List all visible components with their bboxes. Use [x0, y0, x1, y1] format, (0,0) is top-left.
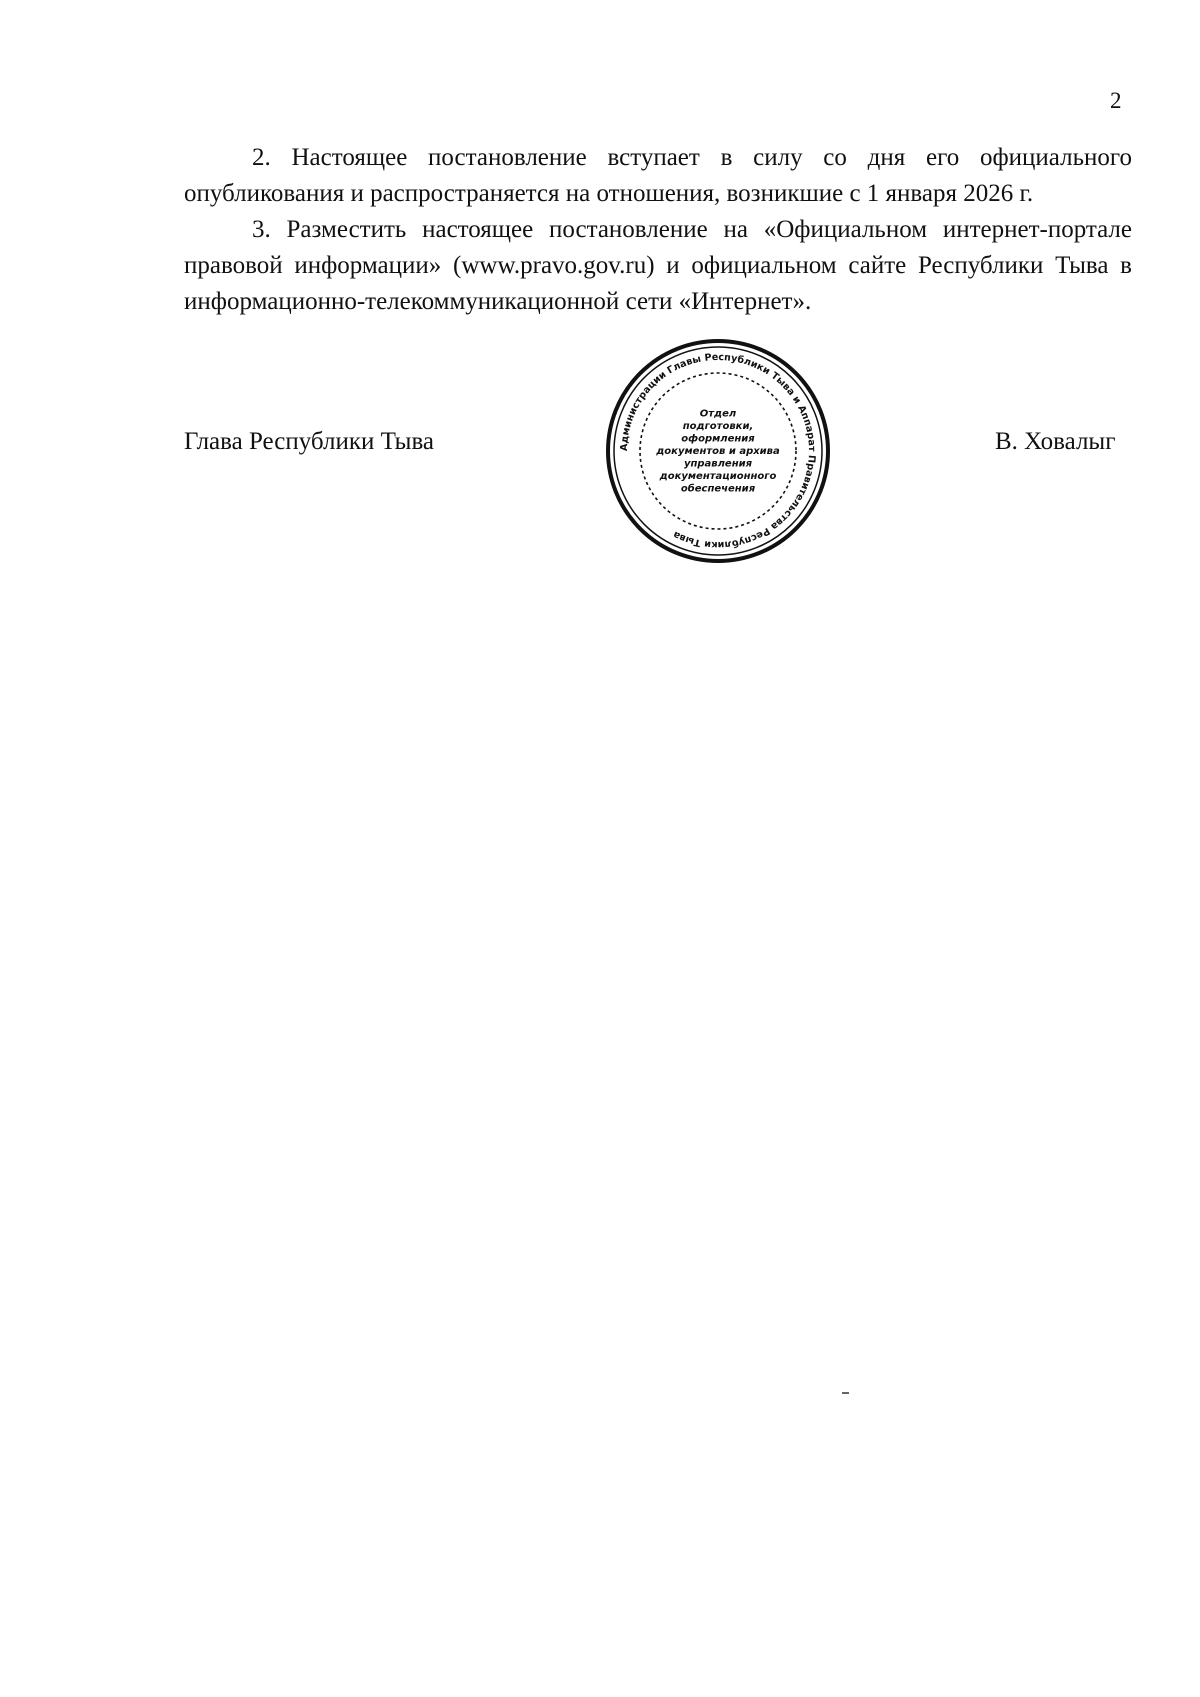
seal-ring-text: Администрации Главы Республики Тыва и Аппарат Правительства Республики Тыва: [618, 351, 818, 551]
seal-center-line: оформления: [681, 433, 755, 445]
seal-graphic: [603, 336, 833, 566]
official-seal: [603, 336, 833, 566]
seal-center-line: документов и архива: [656, 446, 780, 457]
scan-speck: [842, 1392, 849, 1394]
seal-center-line: Отдел: [699, 408, 737, 420]
seal-center-line: управления: [683, 458, 753, 470]
seal-center-line: обеспечения: [680, 483, 756, 495]
seal-center-line: подготовки,: [682, 421, 754, 432]
signer-title: Глава Республики Тыва: [184, 428, 435, 455]
page-number: 2: [1110, 88, 1122, 113]
paragraph-3: 3. Разместить настоящее постановление на «Официальном интернет-портале правовой информации» (www.pravo.gov.ru) и официальном сайте Республики Тыва в информационно-телекоммуникационной сети «Интернет».: [184, 216, 1132, 315]
paragraph-2: 2. Настоящее постановление вступает в силу со дня его официального опубликования и распространяется на отношения, возникшие с 1 января 2026 г.: [184, 144, 1132, 207]
signer-name: В. Ховалыг: [995, 428, 1116, 455]
document-body: [184, 140, 1132, 320]
seal-center-text: [655, 409, 780, 495]
seal-center-line: документационного: [659, 471, 777, 482]
